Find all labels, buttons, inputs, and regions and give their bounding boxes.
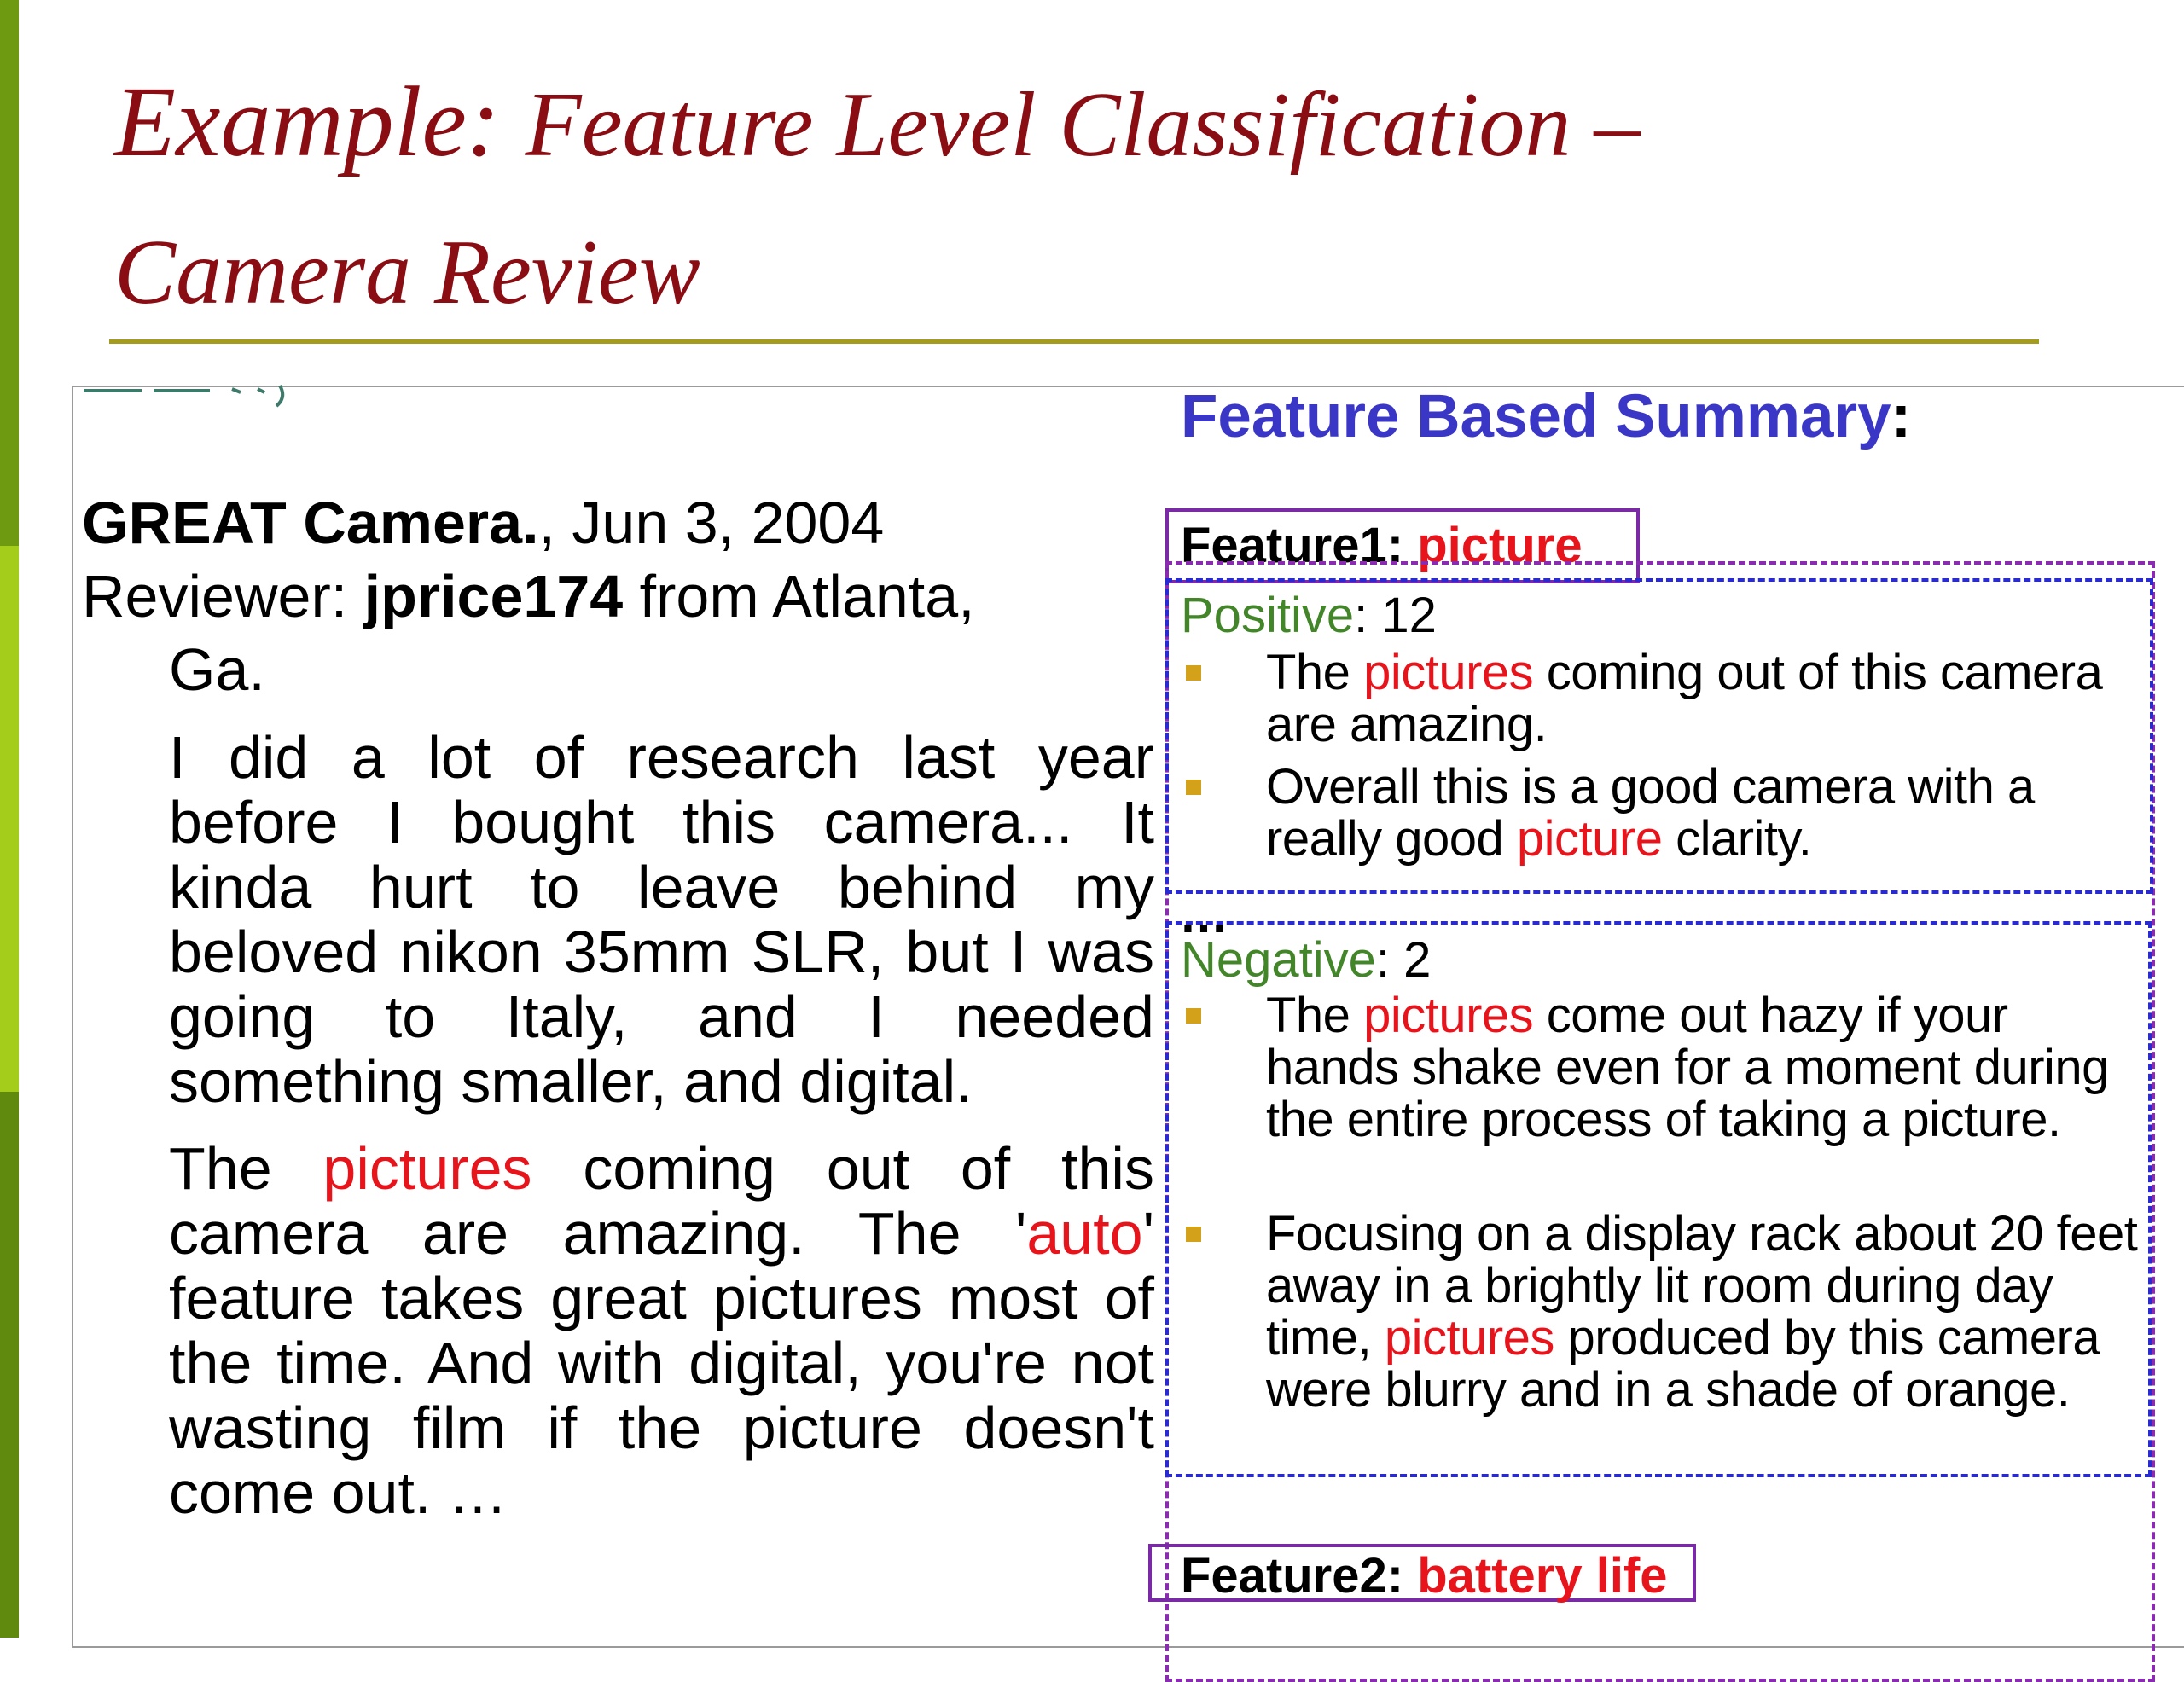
review-p2-text-1: The xyxy=(169,1135,323,1202)
negative-item-2-t2: produced by this camera were blurry and in a shade of orange. xyxy=(1266,1310,2100,1418)
slide-title-line-1 xyxy=(114,61,1991,212)
review-p2-text-2: coming out of this camera are amazing. The ' xyxy=(169,1135,1154,1267)
positive-item-2-text xyxy=(1266,761,2153,865)
negative-item-2-text xyxy=(1266,1208,2153,1416)
negative-count: : 2 xyxy=(1375,932,1432,988)
positive-item-2-t2: clarity. xyxy=(1662,811,1812,867)
summary-heading-text: Feature Based Summary xyxy=(1181,383,1891,450)
side-bar-segment-top xyxy=(0,0,19,546)
slide-title-main: Feature Level Classification – xyxy=(525,74,1641,176)
feature1-name: picture xyxy=(1417,518,1583,573)
title-divider-rule xyxy=(109,339,2039,344)
reviewer-location: from Atlanta, xyxy=(623,563,975,629)
negative-item-1 xyxy=(1181,989,2153,1146)
negative-item-1-text xyxy=(1266,989,2153,1146)
negative-item-1-t1: The xyxy=(1266,988,1364,1043)
positive-item-1-t1: The xyxy=(1266,645,1364,700)
cropped-text-remnant xyxy=(82,382,372,408)
review-paragraph-2 xyxy=(169,1136,1154,1525)
slide-title-line-2: Camera Review xyxy=(114,222,700,323)
feature2-label xyxy=(1181,1547,1668,1604)
review-title-line xyxy=(82,486,1072,560)
more-items-ellipsis: … xyxy=(1179,888,1228,943)
review-p2-text-3: ' feature takes great pictures most of the time. And with digital, you're not wasting film if the picture doesn't come out. … xyxy=(169,1200,1154,1526)
negative-item-1-highlight: pictures xyxy=(1363,988,1534,1043)
negative-count-line xyxy=(1181,931,1431,989)
feature2-name: battery life xyxy=(1417,1548,1668,1604)
positive-item-2-t1: Overall this is a good camera with a really good xyxy=(1266,759,2035,867)
slide-title-prefix: Example: xyxy=(114,66,526,177)
negative-item-2 xyxy=(1181,1208,2153,1416)
bullet-square-icon xyxy=(1186,665,1201,681)
review-title: GREAT Camera. xyxy=(82,490,539,556)
side-bar-segment-middle xyxy=(0,546,19,1092)
positive-item-1-text xyxy=(1266,647,2153,751)
summary-heading-colon: : xyxy=(1891,383,1912,450)
bullet-square-icon xyxy=(1186,1227,1201,1242)
review-paragraph-1: I did a lot of research last year before I bought this camera... It kinda hurt to leave behind my beloved nikon 35mm SLR, but I was going to Italy, and I needed something smaller, and digital. xyxy=(169,724,1154,1115)
negative-item-2-highlight: pictures xyxy=(1384,1310,1554,1366)
negative-item-1-t2: come out hazy if your hands shake even for a moment during the entire process of taking a picture. xyxy=(1266,988,2109,1147)
review-date: , Jun 3, 2004 xyxy=(538,490,885,556)
feature2-label-text: Feature2 xyxy=(1181,1548,1387,1604)
summary-heading xyxy=(1181,382,1911,451)
review-p2-highlight-pictures: pictures xyxy=(322,1135,532,1202)
bullet-square-icon xyxy=(1186,780,1201,795)
feature1-label-sep: : xyxy=(1386,518,1418,573)
negative-item-2-t1: Focusing on a display rack about 20 feet away in a brightly lit room during day time, xyxy=(1266,1206,2138,1366)
positive-item-1-highlight: pictures xyxy=(1363,645,1534,700)
reviewer-line xyxy=(82,560,1072,633)
positive-count: : 12 xyxy=(1354,588,1437,643)
review-p2-highlight-auto: auto xyxy=(1026,1200,1143,1267)
feature1-label-text: Feature1 xyxy=(1181,518,1387,573)
reviewer-location-cont: Ga. xyxy=(169,636,265,703)
positive-item-2-highlight: picture xyxy=(1516,811,1663,867)
slide-title xyxy=(114,61,1991,334)
positive-label: Positive xyxy=(1181,588,1355,643)
positive-item-1-t2: coming out of this camera are amazing. xyxy=(1266,645,2103,752)
bullet-square-icon xyxy=(1186,1008,1201,1024)
feature2-label-sep: : xyxy=(1386,1548,1418,1604)
positive-item-1 xyxy=(1181,647,2153,751)
review-column xyxy=(82,486,1154,1526)
reviewer-name: jprice174 xyxy=(363,563,624,629)
side-accent-bar xyxy=(0,0,19,1638)
side-bar-segment-bottom xyxy=(0,1092,19,1638)
positive-item-2 xyxy=(1181,761,2153,865)
positive-count-line xyxy=(1181,587,1437,644)
negative-label: Negative xyxy=(1181,932,1376,988)
reviewer-prefix: Reviewer: xyxy=(82,563,364,629)
